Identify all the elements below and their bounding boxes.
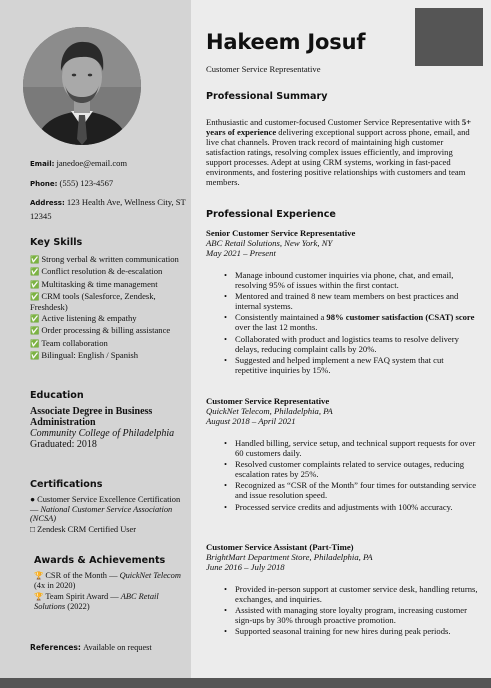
bullet-icon: ● (30, 495, 36, 504)
job-bullet: • Processed service credits and adjustments with 100% accuracy. (235, 502, 478, 512)
job-title: Senior Customer Service Representative (206, 228, 356, 238)
certifications-heading: Certifications (30, 479, 103, 490)
certification-item: ● Customer Service Excellence Certification — National Customer Service Association (NCSA) (30, 495, 181, 524)
award-item: 🏆 CSR of the Month — QuickNet Telecom (4x in 2020) (34, 571, 181, 590)
candidate-name: Hakeem Josuf (206, 30, 366, 54)
education-graduated: Graduated: 2018 (30, 439, 97, 450)
job-entry (206, 396, 478, 513)
checkmark-icon: ✅ (30, 326, 40, 336)
checkmark-icon: ✅ (30, 255, 40, 264)
skill-item: ✅ Team collaboration (30, 337, 108, 348)
job-bullet: • Consistently maintained a 98% customer satisfaction (CSAT) score over the last 12 months. (235, 312, 478, 332)
skill-item: ✅ Multitasking & time management (30, 278, 158, 289)
skill-item: ✅ CRM tools (Salesforce, Zendesk, Freshdesk) (30, 290, 156, 312)
job-company: ABC Retail Solutions, New York, NY (206, 238, 333, 248)
portrait-image (23, 27, 141, 145)
certification-item: □ Zendesk CRM Certified User (30, 524, 137, 534)
job-company: QuickNet Telecom, Philadelphia, PA (206, 406, 333, 416)
contact-phone (30, 177, 186, 191)
checkmark-icon: ✅ (30, 291, 40, 301)
job-bullet: • Collaborated with product and logistics teams to resolve delivery delays, reducing complaint calls by 20%. (235, 334, 478, 354)
job-dates: June 2016 – July 2018 (206, 562, 285, 572)
job-bullet: • Supported seasonal training for new hires during peak periods. (235, 626, 478, 636)
checkmark-icon: ✅ (30, 267, 40, 277)
contact-email (30, 157, 186, 171)
job-bullet: • Manage inbound customer inquiries via phone, chat, and email, resolving 95% of issues within the first contact. (235, 270, 478, 290)
job-entry (206, 542, 478, 638)
corner-accent-block (415, 8, 483, 66)
skill-item: ✅ Conflict resolution & de-escalation (30, 266, 163, 277)
checkmark-icon: ✅ (30, 351, 40, 361)
references-label: References: (30, 643, 81, 652)
summary-heading: Professional Summary (206, 91, 328, 102)
job-dates: May 2021 – Present (206, 248, 276, 258)
job-bullet: • Provided in-person support at customer service desk, handling returns, exchanges, and inquiries. (235, 584, 478, 604)
contact-address (30, 196, 186, 223)
skill-item: ✅ Active listening & empathy (30, 313, 137, 324)
checkmark-icon: ✅ (30, 279, 40, 289)
skills-list (30, 254, 188, 362)
awards-list (34, 571, 186, 613)
checkmark-icon: ✅ (30, 338, 40, 348)
bottom-accent-bar (0, 678, 491, 688)
education-block (30, 406, 188, 450)
awards-heading: Awards & Achievements (34, 555, 166, 566)
job-bullets (235, 438, 478, 512)
skill-item: ✅ Order processing & billing assistance (30, 325, 171, 336)
job-title: Customer Service Assistant (Part-Time) (206, 542, 354, 552)
trophy-icon: 🏆 (34, 571, 44, 580)
job-dates: August 2018 – April 2021 (206, 416, 296, 426)
education-degree: Associate Degree in Business Administration (30, 406, 153, 428)
award-item: 🏆 Team Spirit Award — ABC Retail Solutions (2022) (34, 592, 159, 611)
job-bullet: • Mentored and trained 8 new team members on best practices and internal systems. (235, 291, 478, 311)
address-label: Address: (30, 199, 65, 207)
email-label: Email: (30, 160, 55, 168)
job-company: BrightMart Department Store, Philadelphia, PA (206, 552, 373, 562)
skills-heading: Key Skills (30, 237, 83, 248)
references-value: Available on request (83, 643, 152, 652)
phone-value: (555) 123-4567 (59, 178, 114, 188)
experience-heading: Professional Experience (206, 209, 336, 220)
skill-item: ✅ Strong verbal & written communication (30, 254, 179, 264)
education-school: Community College of Philadelphia (30, 428, 175, 439)
job-bullets (235, 584, 478, 636)
job-bullets (235, 270, 478, 375)
education-heading: Education (30, 390, 84, 401)
references (30, 643, 152, 652)
summary-text: Enthusiastic and customer-focused Customer Service Representative with 5+ years of experience delivering exceptional support across phone, email, and live chat channels. Proven track record of maintaining high customer satisfaction ratings, resolving complex issues efficiently, and improving support processes. Adept at using CRM systems, working in fast-paced environments, and fostering positive relationships with customers and team members. (206, 117, 472, 187)
address-value: 123 Health Ave, Wellness City, ST 12345 (30, 197, 186, 221)
candidate-title: Customer Service Representative (206, 64, 321, 74)
job-bullet: • Suggested and helped implement a new FAQ system that cut repetitive inquiries by 15%. (235, 355, 478, 375)
trophy-icon: 🏆 (34, 592, 44, 602)
job-bullet: • Recognized as “CSR of the Month” four times for outstanding service and issue resolution speed. (235, 480, 478, 500)
checkbox-icon: □ (30, 524, 36, 534)
email-value[interactable]: janedoe@email.com (56, 158, 128, 168)
job-bullet: • Assisted with managing store loyalty program, increasing customer sign-ups by 30% through proactive promotion. (235, 605, 478, 625)
certifications-list (30, 495, 188, 535)
profile-photo (23, 27, 141, 145)
job-bullet: • Resolved customer complaints related to service outages, reducing escalation rates by 25%. (235, 459, 478, 479)
job-bullet: • Handled billing, service setup, and technical support requests for over 60 customers daily. (235, 438, 478, 458)
checkmark-icon: ✅ (30, 314, 40, 324)
job-entry (206, 228, 478, 376)
job-title: Customer Service Representative (206, 396, 330, 406)
phone-label: Phone: (30, 180, 58, 188)
skill-item: ✅ Bilingual: English / Spanish (30, 350, 139, 361)
